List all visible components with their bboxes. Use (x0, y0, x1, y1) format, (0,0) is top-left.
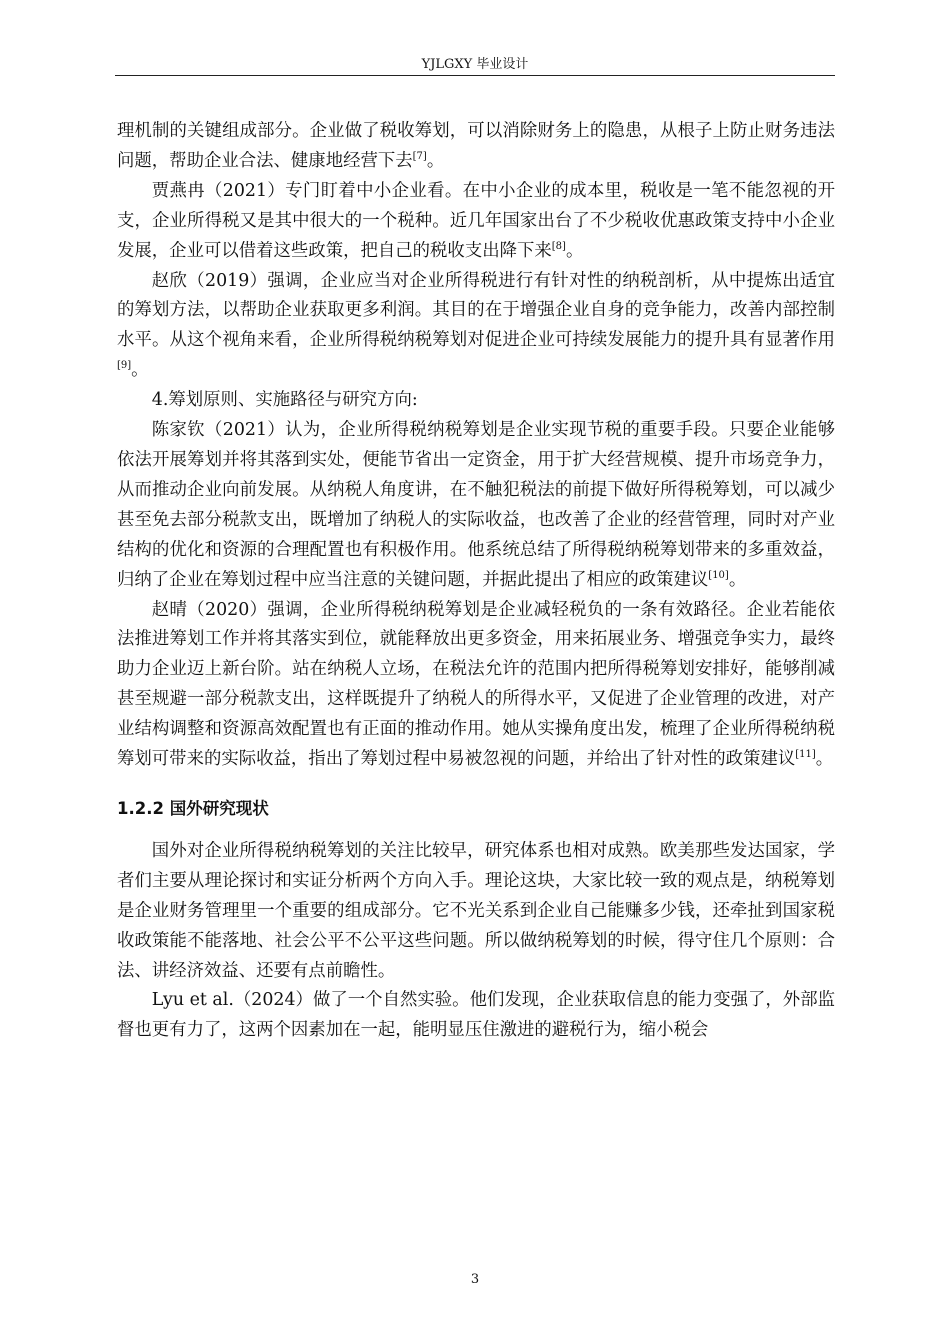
paragraph: 国外对企业所得税纳税筹划的关注比较早，研究体系也相对成熟。欧美那些发达国家，学者们主要从理论探讨和实证分析两个方向入手。理论这块，大家比较一致的观点是，纳税筹划是企业财务管理里一个重要的组成部分。它不光关系到企业自己能赚多少钱，还牵扯到国家税收政策能不能落地、社会公平不公平这些问题。所以做纳税筹划的时候，得守住几个原则：合法、讲经济效益、还要有点前瞻性。 (117, 840, 835, 981)
citation: [11] (795, 749, 816, 761)
paragraph: 赵欣（2019）强调，企业应当对企业所得税进行有针对性的纳税剖析，从中提炼出适宜的筹划方法，以帮助企业获取更多利润。其目的在于增强企业自身的竞争能力，改善内部控制水平。从这个视角来看，企业所得税纳税筹划对促进企业可持续发展能力的提升具有显著作用[9]。 (117, 270, 835, 381)
page-header: YJLGXY 毕业设计 (421, 57, 529, 72)
citation: [9] (117, 360, 132, 372)
citation: [7] (412, 151, 427, 163)
paragraph-continuation: 理机制的关键组成部分。企业做了税收筹划，可以消除财务上的隐患，从根子上防止财务违法问题，帮助企业合法、健康地经营下去[7]。 (117, 121, 835, 171)
paragraph: 陈家钦（2021）认为，企业所得税纳税筹划是企业实现节税的重要手段。只要企业能够依法开展筹划并将其落到实处，便能节省出一定资金，用于扩大经营规模、提升市场竞争力，从而推动企业向前发展。从纳税人角度讲，在不触犯税法的前提下做好所得税筹划，可以减少甚至免去部分税款支出，既增加了纳税人的实际收益，也改善了企业的经营管理，同时对产业结构的优化和资源的合理配置也有积极作用。他系统总结了所得税纳税筹划带来的多重效益，归纳了企业在筹划过程中应当注意的关键问题，并据此提出了相应的政策建议[10]。 (117, 420, 835, 590)
paragraph: 贾燕冉（2021）专门盯着中小企业看。在中小企业的成本里，税收是一笔不能忽视的开支，企业所得税又是其中很大的一个税种。近几年国家出台了不少税收优惠政策支持中小企业发展，企业可以借着这些政策，把自己的税收支出降下来[8]。 (117, 180, 835, 261)
document-body (117, 117, 835, 1046)
section-heading: 1.2.2 国外研究现状 (117, 798, 269, 818)
paragraph: 赵晴（2020）强调，企业所得税纳税筹划是企业减轻税负的一条有效路径。企业若能依法推进筹划工作并将其落实到位，就能释放出更多资金，用来拓展业务、增强竞争实力，最终助力企业迈上新台阶。站在纳税人立场，在税法允许的范围内把所得税筹划安排好，能够削减甚至规避一部分税款支出，这样既提升了纳税人的所得水平，又促进了企业管理的改进，对产业结构调整和资源高效配置也有正面的推动作用。她从实操角度出发，梳理了企业所得税纳税筹划可带来的实际收益，指出了筹划过程中易被忽视的问题，并给出了针对性的政策建议[11]。 (117, 599, 835, 770)
paragraph: Lyu et al.（2024）做了一个自然实验。他们发现，企业获取信息的能力变强了，外部监督也更有力了，这两个因素加在一起，能明显压住激进的避税行为，缩小税会 (117, 990, 835, 1041)
list-subheading: 4.筹划原则、实施路径与研究方向: (151, 390, 418, 411)
page-number: 3 (470, 1272, 480, 1287)
header-divider (115, 75, 835, 76)
citation: [8] (551, 240, 566, 252)
citation: [10] (708, 569, 729, 581)
